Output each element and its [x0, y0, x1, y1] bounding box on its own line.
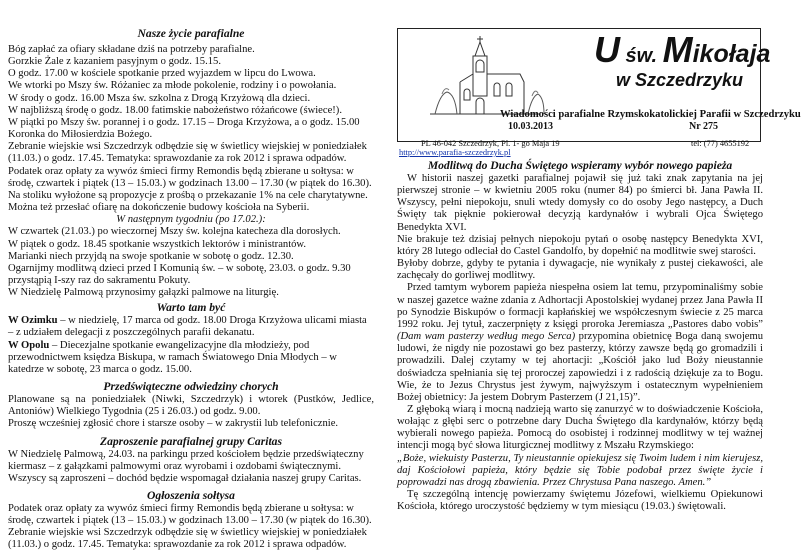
article-title: Modlitwą do Ducha Świętego wspieramy wybór nowego papieża — [427, 159, 733, 172]
event-ozimek: W Ozimku – w niedzielę, 17 marca od godz. 18.00 Droga Krzyżowa ulicami miasta – z udziałem delegacji z poszczególnych parafii dekanatu. — [8, 315, 367, 339]
announcement-line: Koronka do Miłosierdzia Bożego. — [8, 129, 153, 141]
section-heading-parish-life: Nasze życie parafialne — [137, 27, 245, 40]
announcement-line: O godz. 17.00 w kościele spotkanie przed wyjazdem w lipcu do Lwowa. — [8, 68, 316, 80]
announcement-line: Podatek oraz opłaty za wywóz śmieci firmy Remondis będą zbierane u sołtysa: w — [8, 165, 354, 177]
article-paragraph: W historii naszej gazetki parafialnej pojawił się już taki znak zapytania na jej pierwszej stronie – w kwietniu 2005 roku (numer 84) po śmierci bł. Jana Pawła II. Wszyscy, pełni niepokoju, snuli wtedy domysły co do osoby Jego następcy, a Duch Święty tak pięknie pokierował decyzją kardynałów i wybrali Ojca Świętego Benedykta XVI. — [397, 173, 763, 233]
announcement-line: Gorzkie Żale z kazaniem pasyjnym o godz. 15.15. — [8, 56, 221, 68]
parish-phone: tel: (77) 4655192 — [691, 139, 750, 148]
section-heading-caritas: Zaproszenie parafialnej grupy Caritas — [100, 434, 282, 448]
masthead-title: U św. Mikołaja — [594, 29, 771, 70]
place-opole: W Opolu — [8, 339, 50, 351]
masthead-subtitle-place: w Szczedrzyku — [616, 70, 744, 90]
parish-announcements — [8, 44, 374, 214]
article-paragraph: Przed tamtym wyborem papieża niespełna osiem lat temu, przypominaliśmy sobie w naszej gazetce ważne zdania z Adhortacji Apostolskiej wydanej przez Jana Pawła II po Synodzie Biskupów o formacji kapłańskiej we współczesnym świecie z 25 marca 1992 roku. Jej tytuł, zaczerpnięty z księgi proroka Jeremiasza „Pastores dabo vobis” (Dam wam pasterzy według mego Serca) przypomina obietnicę Boga daną swojemu ludowi, że nigdy nie pozostawi go bez pasterzy, którzy zawsze będą go gromadzili i prowadzili. Dalej czytamy w tej ahortacji: „Kościół jako lud Boży nieustannie doświadcza spełniania się tej proroczej zapowiedzi i z radością dziękuje za to Bogu. Wie, że to Jezus Chrystus jest żywym, najwyższym i ostatecznym wypełnieniem Bożej obietnicy: Ja jestem Dobrym Pasterzem (J 21,15)”. — [397, 282, 763, 403]
announcement-line: W najbliższą środę o godz. 18.00 fatimskie nabożeństwo różańcowe (świece!). — [8, 104, 342, 116]
article-paragraph: Byłoby dobrze, gdyby te pytania i dywagacje, nie wynikały z pustej ciekawości, ale zachęcały do gorliwej modlitwy. — [397, 258, 763, 282]
announcement-line: W piątki po Mszy św. porannej i o godz. 17.15 – Droga Krzyżowa, a o godz. 15.00 — [8, 116, 360, 128]
issue-date: 10.03.2013 — [508, 121, 553, 132]
announcement-line: środę, czwartek i piątek (13 – 15.03.) w godzinach 13.00 – 17.30 (w piątek do 16.30). — [8, 177, 372, 189]
prayer-quote: „Boże, wiekuisty Pasterzu, Ty nieustannie opiekujesz się Twoim ludem i nim kierujesz, daj Kościołowi papieża, który będzie się Tobie podobał przez święte życie i poprowadzi nas drogą zbawienia. Przez Chrystusa Pana naszego. Amen.” — [397, 452, 763, 488]
announcement-line: Marianki niech przyjdą na swoje spotkanie w sobotę o godz. 12.30. — [8, 250, 294, 262]
issue-number: Nr 275 — [689, 121, 718, 132]
article-paragraph: Nie brakuje też dzisiaj pełnych niepokoju pytań o osobę następcy Benedykta XVI, który 28 lutego odleciał do Castel Gandolfo, by dopełnić na modlitwie swej starości. — [397, 233, 763, 257]
announcement-line: (11.03.) o godz. 17.45. Tematyka: sprawozdanie za rok 2012 i sprawa odpadów. — [8, 153, 347, 165]
article-paragraph: Tę szczególną intencję powierzamy świętemu Józefowi, wielkiemu Opiekunowi Kościoła, którego uroczystość będziemy w tym miesiącu (19.03.) świętowali. — [397, 489, 763, 513]
masthead-description: Wiadomości parafialne Rzymskokatolickiej Parafii w Szczedrzyku — [500, 109, 801, 120]
sick-visits-note: Proszę wcześniej zgłosić chore i starsze osoby – w zakrystii lub telefonicznie. — [8, 418, 339, 430]
sick-visits-text: Planowane są na poniedziałek (Niwki, Szczedrzyk) i wtorek (Pustków, Jedlice, Antoniów) Wielkiego Tygodnia (25 i 26.03.) od godz. 9.00. — [8, 394, 374, 418]
announcement-line: W środy o godz. 16.00 Msza św. szkolna z Drogą Krzyżową dla dzieci. — [8, 92, 311, 104]
village-meeting-text: Zebranie wiejskie wsi Szczedrzyk odbędzie się w świetlicy wiejskiej w poniedziałek (11.03.) o godz. 17.45. Tematyka: sprawozdanie za rok 2012 i sprawa odpadów. — [8, 527, 367, 551]
announcement-line: Zebranie wiejskie wsi Szczedrzyk odbędzie się w świetlicy wiejskiej w poniedziałek — [8, 141, 367, 153]
announcement-line: Na stoliku wyłożone są propozycje z prośbą o przekazanie 1% na cele charytatywne. — [8, 189, 368, 201]
caritas-text: W Niedzielę Palmową, 24.03. na parkingu przed kościołem będzie przedświąteczny kiermasz – z gałązkami palmowymi oraz wyrobami i ozdobami świątecznymi. Wszyscy są zaproszeni – dochód będzie wspomagał działania naszej grupy Caritas. — [8, 448, 364, 484]
announcement-line: W czwartek (21.03.) po wieczornej Mszy św. kolejna katecheza dla dorosłych. — [8, 226, 341, 238]
right-column — [397, 159, 763, 513]
announcement-line: przystąpią I-szy raz do sakramentu Pokuty. — [8, 274, 191, 286]
left-column — [8, 0, 374, 552]
article-paragraph: Z głęboką wiarą i mocną nadzieją warto się zanurzyć w to doświadczenie Kościoła, wołając z głębi serc o potrzebne dary Ducha Świętego dla kardynałów, którzy będą wybierali nowego papieża. Pomocą do osobistej i rodzinnej modlitwy w tej ważnej intencji mogą być słowa liturgicznej modlitwy z Mszału Rzymskiego: — [397, 403, 763, 452]
announcement-line: We wtorki po Mszy św. Różaniec za młode pokolenie, rodziny i o powołania. — [8, 80, 337, 92]
parish-address: PL 46-042 Szczedrzyk, Pl. 1- go Maja 19 — [421, 139, 560, 148]
announcement-line: Bóg zapłać za ofiary składane dziś na potrzeby parafialne. — [8, 44, 255, 55]
parish-website-link[interactable]: http://www.parafia-szczedrzyk.pl — [399, 148, 511, 157]
announcement-line: Ogarnijmy modlitwą dzieci przed I Komunią św. – w sobotę, 23.03. o godz. 9.30 — [8, 262, 351, 274]
announcement-line: Można też przesłać ofiarę na dokończenie budowy kościoła na Syberii. — [8, 202, 310, 214]
section-heading-village-head: Ogłoszenia sołtysa — [147, 489, 235, 502]
announcement-line: W piątek o godz. 18.45 spotkanie wszystkich lektorów i ministrantów. — [8, 238, 307, 250]
village-head-text: Podatek oraz opłaty za wywóz śmieci firmy Remondis będą zbierane u sołtysa: w środę, czwartek i piątek (13 – 15.03.) w godzinach 13.00 – 17.30 (w piątek do 16.30). — [8, 503, 372, 527]
next-week-subheading: W następnym tygodniu (po 17.02.): — [116, 214, 266, 226]
section-heading-worth-being-there: Warto tam być — [156, 301, 226, 315]
next-week-announcements — [8, 226, 374, 299]
announcement-line: W Niedzielę Palmową przynosimy gałązki palmowe na liturgię. — [8, 287, 279, 299]
event-opole: W Opolu – Diecezjalne spotkanie ewangelizacyjne dla młodzieży, pod przewodnictwem księdza Biskupa, w ramach Światowego Dnia Młodych – w katedrze w sobotę, 23 marca o godz. 15.00. — [8, 339, 337, 375]
section-heading-sick-visits: Przedświąteczne odwiedziny chorych — [103, 380, 279, 394]
place-ozimek: W Ozimku — [8, 315, 58, 327]
